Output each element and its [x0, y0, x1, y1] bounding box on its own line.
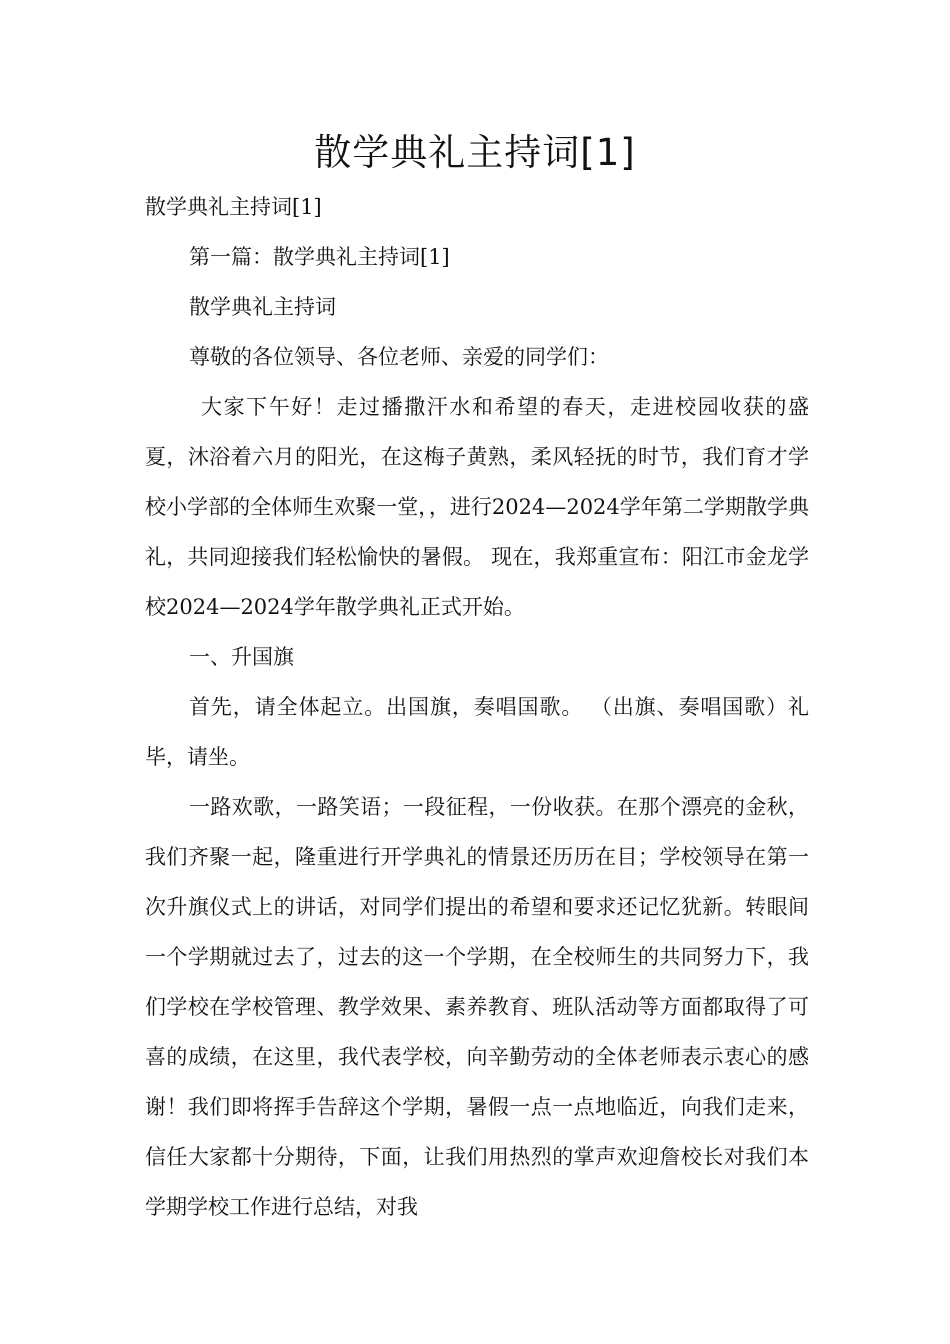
- paragraph-heading-repeat: 散学典礼主持词[1]: [145, 195, 322, 219]
- paragraph-opening: 大家下午好！走过播撒汗水和希望的春天，走进校园收获的盛夏，沐浴着六月的阳光，在这梅子黄熟，柔风轻抚的时节，我们育才学校小学部的全体师生欢聚一堂，，进行2024—2024学年第二学期散学典礼，共同迎接我们轻松愉快的暑假。 现在，我郑重宣布：阳江市金龙学校2024—2024学年散学典礼正式开始。: [145, 395, 809, 619]
- paragraph-flag-instructions: 首先，请全体起立。出国旗，奏唱国歌。 （出旗、奏唱国歌）礼毕，请坐。: [145, 695, 809, 769]
- document-title: 散学典礼主持词[1]: [314, 131, 636, 174]
- paragraph-review: 一路欢歌，一路笑语；一段征程，一份收获。在那个漂亮的金秋，我们齐聚一起，隆重进行开学典礼的情景还历历在目；学校领导在第一次升旗仪式上的讲话，对同学们提出的希望和要求还记忆犹新。转眼间一个学期就过去了，过去的这一个学期，在全校师生的共同努力下，我们学校在学校管理、教学效果、素养教育、班队活动等方面都取得了可喜的成绩，在这里，我代表学校，向辛勤劳动的全体老师表示衷心的感谢！我们即将挥手告辞这个学期，暑假一点一点地临近，向我们走来，信任大家都十分期待，下面，让我们用热烈的掌声欢迎詹校长对我们本学期学校工作进行总结，对我: [145, 795, 809, 1219]
- document-body: [145, 182, 809, 1232]
- paragraph-greeting: 尊敬的各位领导、各位老师、亲爱的同学们：: [189, 345, 609, 369]
- paragraph-section-title: 第一篇：散学典礼主持词[1]: [189, 245, 450, 269]
- paragraph-item-flag: 一、升国旗: [189, 645, 294, 669]
- paragraph-subtitle: 散学典礼主持词: [189, 295, 336, 319]
